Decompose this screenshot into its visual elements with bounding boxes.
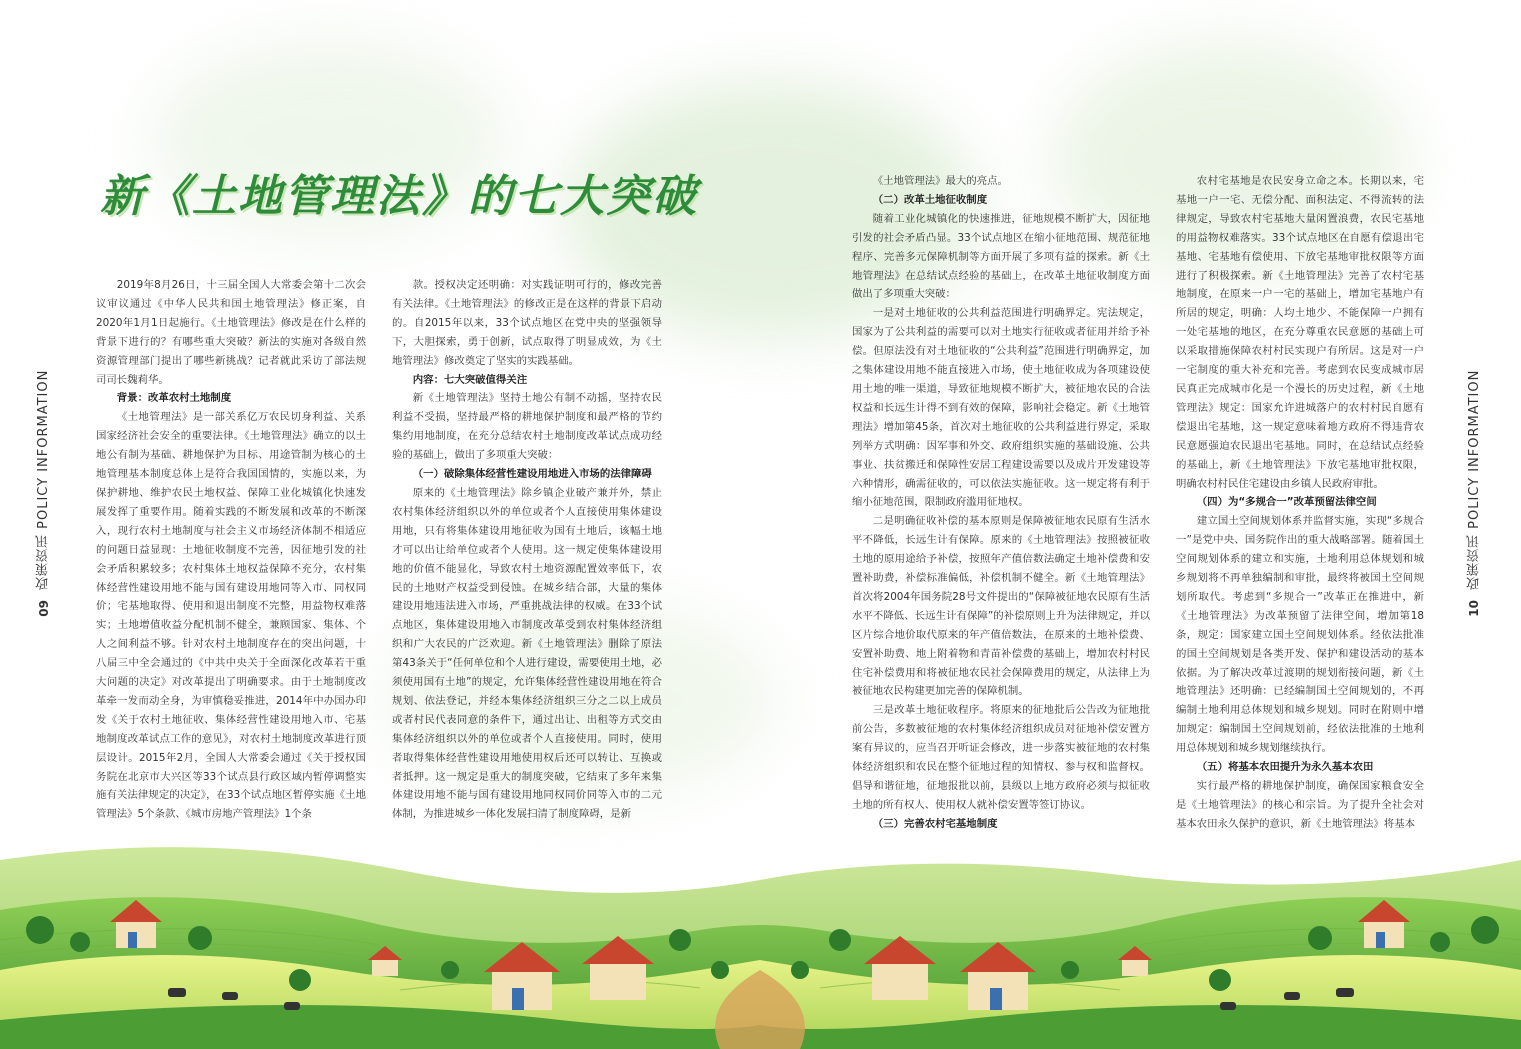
page-number-right: 10 (1467, 600, 1481, 617)
section-heading: 内容：七大突破值得关注 (412, 373, 528, 386)
section-heading: （二）改革土地征收制度 (872, 193, 988, 206)
page-title: 新《土地管理法》的七大突破 (100, 171, 698, 222)
paragraph: 《土地管理法》是一部关系亿万农民切身利益、关系国家经济社会安全的重要法律。《土地管理法》确立的以土地公有制为基础、耕地保护为目标、用途管制为核心的土地管理基本制度总体上是符合我国国情的，实施以来，为保护耕地、维护农民土地权益、保障工业化城镇化快速发展发挥了重要作用。随着实践的不断发展和改革的不断深入，现行农村土地制度与社会主义市场经济体制不相适应的问题日益显现：土地征收制度不完善，因征地引发的社会矛盾积累较多；农村集体土地权益保障不充分，农村集体经营性建设用地不能与国有建设用地同等入市、同权同价；宅基地取得、使用和退出制度不完整，用益物权难落实；土地增值收益分配机制不健全，兼顾国家、集体、个人之间利益不够。针对农村土地制度存在的突出问题，十八届三中全会通过的《中共中央关于全面深化改革若干重大问题的决定》对改革提出了明确要求。由于土地制度改革牵一发而动全身，为审慎稳妥推进，2014年中办国办印发《关于农村土地征收、集体经营性建设用地入市、宅基地制度改革试点工作的意见》，对农村土地制度改革进行顶层设计。2015年2月，全国人大常委会通过《关于授权国务院在北京市大兴区等33个试点县行政区域内暂停调整实施有关法律规定的决定》，在33个试点地区暂停实施《土地管理法》5个条款、《城市房地产管理法》1个条 (96, 411, 366, 821)
paragraph: 新《土地管理法》坚持土地公有制不动摇，坚持农民利益不受损，坚持最严格的耕地保护制度和最严格的节约集约用地制度，在充分总结农村土地制度改革试点成功经验的基础上，做出了多项重大突破： (392, 392, 662, 462)
section-heading: （四）为“多规合一”改革预留法律空间 (1196, 496, 1377, 509)
paragraph: 农村宅基地是农民安身立命之本。长期以来，宅基地一户一宅、无偿分配、面积法定、不得流转的法律规定，导致农村宅基地大量闲置浪费，农民宅基地的用益物权难落实。33个试点地区在自愿有偿退出宅基地、宅基地有偿使用、下放宅基地审批权限等方面进行了积极探索。新《土地管理法》完善了农村宅基地制度，在原来一户一宅的基础上，增加宅基地户有所居的规定，明确：人均土地少、不能保障一户拥有一处宅基地的地区，在充分尊重农民意愿的基础上可以采取措施保障农村村民实现户有所居。这是对一户一宅制度的重大补充和完善。考虑到农民变成城市居民真正完成城市化是一个漫长的历史过程，新《土地管理法》规定：国家允许进城落户的农村村民自愿有偿退出宅基地，这一规定意味着地方政府不得违背农民意愿强迫农民退出宅基地。同时，在总结试点经验的基础上，新《土地管理法》下放宅基地审批权限，明确农村村民住宅建设由乡镇人民政府审批。 (1176, 175, 1424, 490)
section-heading: （一）破除集体经营性建设用地进入市场的法律障碍 (412, 468, 652, 481)
paragraph: 二是明确征收补偿的基本原则是保障被征地农民原有生活水平不降低，长远生计有保障。原来的《土地管理法》按照被征收土地的原用途给予补偿，按照年产值倍数法确定土地补偿费和安置补助费，补偿标准偏低，补偿机制不健全。新《土地管理法》首次将2004年国务院28号文件提出的“保障被征地农民原有生活水平不降低、长远生计有保障”的补偿原则上升为法律规定，并以区片综合地价取代原来的年产值倍数法，在原来的土地补偿费、安置补助费、地上附着物和青苗补偿费的基础上，增加农村村民住宅补偿费用和将被征地农民社会保障费用的规定，从法律上为被征地农民构建更加完善的保障机制。 (852, 515, 1150, 698)
paragraph: 三是改革土地征收程序。将原来的征地批后公告改为征地批前公告，多数被征地的农村集体经济组织成员对征地补偿安置方案有异议的，应当召开听证会修改，进一步落实被征地的农村集体经济组织和农民在整个征地过程的知情权、参与权和监督权。倡导和谐征地，征地报批以前，县级以上地方政府必须与拟征收土地的所有权人、使用权人就补偿安置等签订协议。 (852, 704, 1150, 811)
text-column-3 (852, 172, 1150, 834)
text-column-2 (392, 276, 662, 824)
section-label-right: 政策资讯 POLICY INFORMATION (1467, 369, 1482, 590)
text-column-4 (1176, 172, 1424, 834)
section-heading: 背景：改革农村土地制度 (116, 392, 232, 405)
paragraph: 建立国土空间规划体系并监督实施，实现“多规合一”是党中央、国务院作出的重大战略部署。随着国土空间规划体系的建立和实施，土地利用总体规划和城乡规划将不再单独编制和审批，最终将被国土空间规划所取代。考虑到“多规合一”改革正在推进中，新《土地管理法》为改革预留了法律空间，增加第18条，规定：国家建立国土空间规划体系。经依法批准的国土空间规划是各类开发、保护和建设活动的基本依据。为了解决改革过渡期的规划衔接问题，新《土地管理法》还明确：已经编制国土空间规划的，不再编制土地利用总体规划和城乡规划。同时在附则中增加规定：编制国土空间规划前，经依法批准的土地利用总体规划和城乡规划继续执行。 (1176, 515, 1424, 755)
paragraph: 2019年8月26日，十三届全国人大常委会第十二次会议审议通过《中华人民共和国土地管理法》修正案，自2020年1月1日起施行。《土地管理法》修改是在什么样的背景下进行的？有哪些重大突破？新法的实施对各级自然资源管理部门提出了哪些新挑战？记者就此采访了部法规司司长魏莉华。 (96, 279, 366, 386)
hills-illustration (0, 820, 1521, 1049)
paragraph: 《土地管理法》最大的亮点。 (872, 175, 1008, 187)
paragraph: 随着工业化城镇化的快速推进，征地规模不断扩大，因征地引发的社会矛盾凸显。33个试点地区在缩小征地范围、规范征地程序、完善多元保障机制等方面开展了多项有益的探索。新《土地管理法》在总结试点经验的基础上，在改革土地征收制度方面做出了多项重大突破： (852, 212, 1150, 301)
paragraph: 原来的《土地管理法》除乡镇企业破产兼并外，禁止农村集体经济组织以外的单位或者个人直接使用集体建设用地，只有将集体建设用地征收为国有土地后，该幅土地才可以出让给单位或者个人使用。这一规定使集体建设用地的价值不能显化，导致农村土地资源配置效率低下，农民的土地财产权益受到侵蚀。在城乡结合部，大量的集体建设用地违法进入市场，严重挑战法律的权威。在33个试点地区，集体建设用地入市制度改革受到农村集体经济组织和广大农民的广泛欢迎。新《土地管理法》删除了原法第43条关于“任何单位和个人进行建设，需要使用土地，必须使用国有土地”的规定，允许集体经营性建设用地在符合规划、依法登记，并经本集体经济组织三分之二以上成员或者村民代表同意的条件下，通过出让、出租等方式交由集体经济组织以外的单位或者个人直接使用。同时，使用者取得集体经营性建设用地使用权后还可以转让、互换或者抵押。这一规定是重大的制度突破，它结束了多年来集体建设用地不能与国有建设用地同权同价同等入市的二元体制，为推进城乡一体化发展扫清了制度障碍，是新 (392, 486, 662, 821)
paragraph: 款。授权决定还明确：对实践证明可行的，修改完善有关法律。《土地管理法》的修改正是在这样的背景下启动的。自2015年以来，33个试点地区在党中央的坚强领导下，大胆探索，勇于创新，试点取得了明显成效，为《土地管理法》修改奠定了坚实的实践基础。 (392, 279, 662, 367)
section-heading: （五）将基本农田提升为永久基本农田 (1196, 761, 1374, 774)
text-column-1 (96, 276, 366, 824)
page-number-left: 09 (37, 600, 51, 617)
paragraph: 一是对土地征收的公共利益范围进行明确界定。宪法规定，国家为了公共利益的需要可以对土地实行征收或者征用并给予补偿。但原法没有对土地征收的“公共利益”范围进行明确界定，加之集体建设用地不能直接进入市场，使土地征收成为各项建设使用土地的唯一渠道，导致征地规模不断扩大，被征地农民的合法权益和长远生计得不到有效的保障，影响社会稳定。新《土地管理法》增加第45条，首次对土地征收的公共利益进行界定，采取列举方式明确：因军事和外交、政府组织实施的基础设施、公共事业、扶贫搬迁和保障性安居工程建设需要以及成片开发建设等六种情形，确需征收的，可以依法实施征收。这一规定将有利于缩小征地范围，限制政府滥用征地权。 (852, 307, 1150, 509)
section-heading: （三）完善农村宅基地制度 (872, 817, 998, 830)
section-label-left: 政策资讯 POLICY INFORMATION (36, 369, 51, 590)
paragraph: 实行最严格的耕地保护制度，确保国家粮食安全是《土地管理法》的核心和宗旨。为了提升全社会对基本农田永久保护的意识，新《土地管理法》将基本 (1176, 780, 1424, 830)
